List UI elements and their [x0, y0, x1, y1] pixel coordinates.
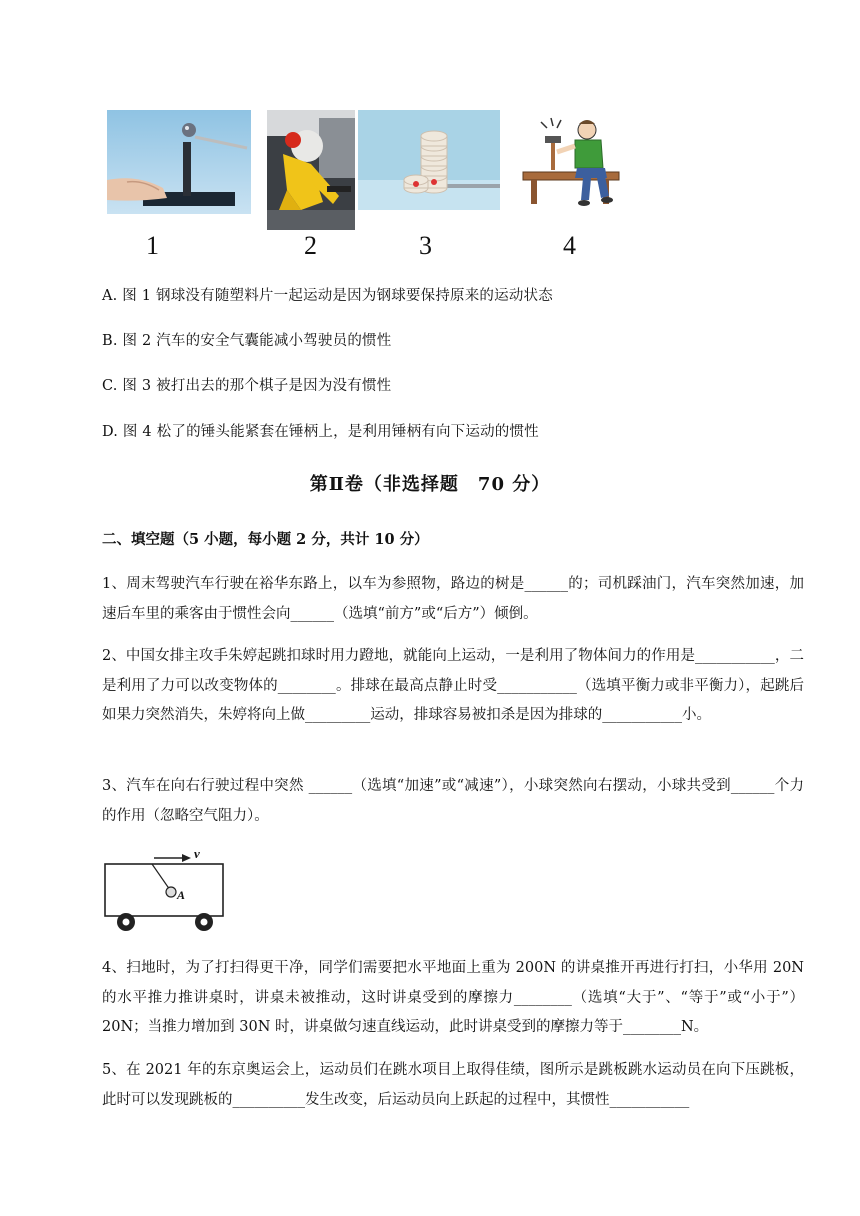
figure-4-hammer — [521, 112, 625, 214]
ball-label-a: A — [177, 888, 186, 902]
figure-2-airbag — [267, 110, 355, 230]
part-heading: 二、填空题（5 小题，每小题 2 分，共计 10 分） — [102, 531, 429, 548]
question-5: 5、在 2021 年的东京奥运会上，运动员们在跳水项目上取得佳绩，图所示是跳板跳水运动员在向下压跳板，此时可以发现跳板的__________发生改变，后运动员向上跃起的过程中，其惯性___________ — [102, 1062, 804, 1108]
option-b: B. 图 2 汽车的安全气囊能减小驾驶员的惯性 — [102, 333, 392, 349]
airbag-crash-test-photo — [267, 110, 355, 230]
section-title: 第Ⅱ卷（非选择题 70 分） — [309, 474, 551, 495]
checker-stack-photo — [358, 110, 500, 210]
velocity-label: v — [194, 846, 200, 861]
man-hammer-cartoon — [521, 112, 625, 214]
car-pendulum-diagram — [102, 846, 232, 934]
question-2: 2、中国女排主攻手朱婷起跳扣球时用力蹬地，就能向上运动，一是利用了物体间力的作用是___________，二是利用了力可以改变物体的________。排球在最高点静止时受___________（选填平衡力或非平衡力），起跳后如果力突然消失，朱婷将向上做_________运动，排球容易被扣杀是因为排球的___________小。 — [102, 648, 804, 723]
question-1: 1、周末驾驶汽车行驶在裕华东路上，以车为参照物，路边的树是______的；司机踩油门，汽车突然加速，加速后车里的乘客由于惯性会向______（选填“前方”或“后方”）倾倒。 — [102, 576, 804, 622]
figure-label-1: 1 — [146, 231, 159, 260]
figure-1-ball-stand — [107, 110, 251, 214]
option-a: A. 图 1 钢球没有随塑料片一起运动是因为钢球要保持原来的运动状态 — [102, 288, 553, 304]
option-c: C. 图 3 被打出去的那个棋子是因为没有惯性 — [102, 378, 392, 394]
question-3: 3、汽车在向右行驶过程中突然 ______（选填“加速”或“减速”），小球突然向右摆动，小球共受到______个力的作用（忽略空气阻力）。 — [102, 778, 804, 824]
figure-3-checkers — [358, 110, 500, 210]
figure-label-2: 2 — [304, 231, 317, 260]
figure-label-3: 3 — [419, 231, 432, 260]
figure-label-4: 4 — [563, 231, 576, 260]
ball-on-stand-photo — [107, 110, 251, 214]
question-4: 4、扫地时，为了打扫得更干净，同学们需要把水平地面上重为 200N 的讲桌推开再进行打扫，小华用 20N 的水平推力推讲桌时，讲桌未被推动，这时讲桌受到的摩擦力________（选填“大于”、“等于”或“小于”）20N；当推力增加到 30N 时，讲桌做匀速直线运动，此时讲桌受到的摩擦力等于________N。 — [102, 960, 804, 1035]
car-wheel-right — [195, 913, 213, 931]
car-wheel-left — [117, 913, 135, 931]
car-figure — [102, 846, 232, 934]
option-d: D. 图 4 松了的锤头能紧套在锤柄上，是利用锤柄有向下运动的惯性 — [102, 424, 539, 440]
